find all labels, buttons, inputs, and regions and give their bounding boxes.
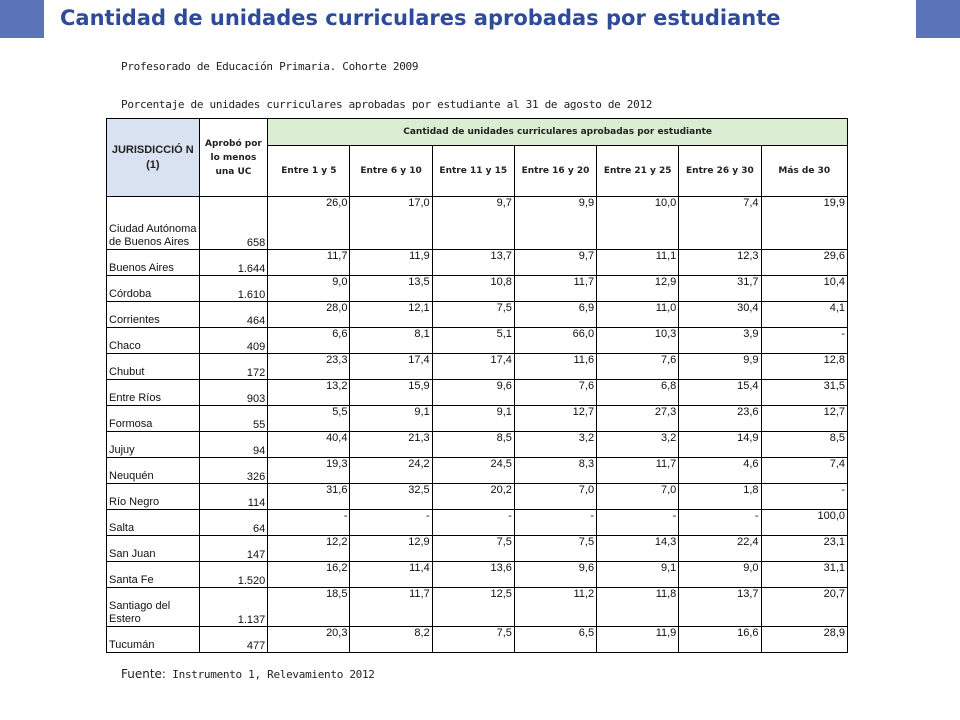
jurisdiction-name: Chaco [107, 328, 200, 354]
percentage-cell: 6,8 [597, 380, 679, 406]
approved-count: 172 [199, 354, 268, 380]
approved-count: 326 [199, 458, 268, 484]
percentage-cell: 7,5 [432, 627, 514, 653]
percentage-cell: 13,6 [432, 562, 514, 588]
percentage-cell: 5,5 [268, 406, 350, 432]
percentage-cell: 8,1 [350, 328, 432, 354]
percentage-cell: 9,9 [679, 354, 761, 380]
subtitle-program: Profesorado de Educación Primaria. Cohorte 2009 [121, 60, 419, 73]
percentage-cell: 9,6 [432, 380, 514, 406]
jurisdiction-name: Río Negro [107, 484, 200, 510]
percentage-cell: 28,0 [268, 302, 350, 328]
percentage-cell: 7,4 [761, 458, 848, 484]
percentage-cell: 13,2 [268, 380, 350, 406]
percentage-cell: 7,5 [432, 302, 514, 328]
header-range-5: Entre 21 y 25 [597, 146, 679, 197]
percentage-cell: 20,3 [268, 627, 350, 653]
percentage-cell: 4,1 [761, 302, 848, 328]
percentage-cell: 24,2 [350, 458, 432, 484]
percentage-cell: 20,7 [761, 588, 848, 627]
percentage-cell: 9,1 [432, 406, 514, 432]
percentage-cell: 11,2 [514, 588, 596, 627]
percentage-cell: 8,5 [761, 432, 848, 458]
percentage-cell: 7,5 [432, 536, 514, 562]
percentage-cell: 12,9 [597, 276, 679, 302]
percentage-cell: 31,6 [268, 484, 350, 510]
percentage-cell: 6,5 [514, 627, 596, 653]
approved-count: 477 [199, 627, 268, 653]
jurisdiction-name: Santiago del Estero [107, 588, 200, 627]
percentage-cell: 26,0 [268, 197, 350, 250]
jurisdiction-name: San Juan [107, 536, 200, 562]
table-row [107, 588, 848, 627]
percentage-cell: 19,3 [268, 458, 350, 484]
percentage-cell: 7,4 [679, 197, 761, 250]
subtitle-description: Porcentaje de unidades curriculares aprobadas por estudiante al 31 de agosto de 2012 [121, 98, 653, 111]
percentage-cell: - [761, 484, 848, 510]
approved-count: 64 [199, 510, 268, 536]
percentage-cell: 31,7 [679, 276, 761, 302]
percentage-cell: 10,0 [597, 197, 679, 250]
percentage-cell: 9,7 [514, 250, 596, 276]
header-range-3: Entre 11 y 15 [432, 146, 514, 197]
percentage-cell: 9,9 [514, 197, 596, 250]
percentage-cell: 21,3 [350, 432, 432, 458]
percentage-cell: 40,4 [268, 432, 350, 458]
page-title: Cantidad de unidades curriculares aprobadas por estudiante [60, 6, 781, 30]
approved-count: 94 [199, 432, 268, 458]
header-range-4: Entre 16 y 20 [514, 146, 596, 197]
approved-count: 1.610 [199, 276, 268, 302]
percentage-cell: 11,7 [597, 458, 679, 484]
percentage-cell: - [514, 510, 596, 536]
percentage-cell: - [597, 510, 679, 536]
header-range-6: Entre 26 y 30 [679, 146, 761, 197]
jurisdiction-name: Tucumán [107, 627, 200, 653]
jurisdiction-name: Jujuy [107, 432, 200, 458]
percentage-cell: 8,2 [350, 627, 432, 653]
percentage-cell: 6,9 [514, 302, 596, 328]
percentage-cell: 7,6 [514, 380, 596, 406]
percentage-cell: 27,3 [597, 406, 679, 432]
percentage-cell: 100,0 [761, 510, 848, 536]
percentage-cell: 11,7 [268, 250, 350, 276]
jurisdiction-name: Formosa [107, 406, 200, 432]
percentage-cell: 13,7 [432, 250, 514, 276]
percentage-cell: 9,0 [679, 562, 761, 588]
approved-count: 658 [199, 197, 268, 250]
percentage-cell: 66,0 [514, 328, 596, 354]
percentage-cell: 11,9 [350, 250, 432, 276]
approved-count: 409 [199, 328, 268, 354]
percentage-cell: 9,0 [268, 276, 350, 302]
jurisdiction-name: Córdoba [107, 276, 200, 302]
percentage-cell: 30,4 [679, 302, 761, 328]
percentage-cell: 12,8 [761, 354, 848, 380]
percentage-cell: 11,1 [597, 250, 679, 276]
percentage-cell: 11,4 [350, 562, 432, 588]
percentage-cell: 11,7 [514, 276, 596, 302]
percentage-cell: 3,2 [514, 432, 596, 458]
percentage-cell: 31,5 [761, 380, 848, 406]
percentage-cell: 9,1 [597, 562, 679, 588]
header-range-7: Más de 30 [761, 146, 848, 197]
percentage-cell: 7,0 [597, 484, 679, 510]
percentage-cell: 5,1 [432, 328, 514, 354]
source-text: Instrumento 1, Relevamiento 2012 [165, 668, 375, 681]
table-row [107, 406, 848, 432]
percentage-cell: 29,6 [761, 250, 848, 276]
percentage-cell: 17,0 [350, 197, 432, 250]
percentage-cell: 6,6 [268, 328, 350, 354]
percentage-cell: 28,9 [761, 627, 848, 653]
jurisdiction-name: Entre Ríos [107, 380, 200, 406]
percentage-cell: 16,2 [268, 562, 350, 588]
table-row [107, 276, 848, 302]
percentage-cell: 3,9 [679, 328, 761, 354]
percentage-cell: 8,3 [514, 458, 596, 484]
percentage-cell: 11,9 [597, 627, 679, 653]
table-row [107, 627, 848, 653]
table-row [107, 432, 848, 458]
header-group: Cantidad de unidades curriculares aprobadas por estudiante [268, 119, 848, 146]
jurisdiction-name: Neuquén [107, 458, 200, 484]
jurisdiction-name: Ciudad Autónoma de Buenos Aires [107, 197, 200, 250]
header-range-2: Entre 6 y 10 [350, 146, 432, 197]
percentage-cell: 10,4 [761, 276, 848, 302]
table-row [107, 328, 848, 354]
percentage-cell: 17,4 [432, 354, 514, 380]
percentage-cell: 12,5 [432, 588, 514, 627]
percentage-cell: 7,0 [514, 484, 596, 510]
percentage-cell: 14,3 [597, 536, 679, 562]
approved-count: 147 [199, 536, 268, 562]
percentage-cell: 13,5 [350, 276, 432, 302]
percentage-cell: 4,6 [679, 458, 761, 484]
percentage-cell: - [350, 510, 432, 536]
approved-count: 1.520 [199, 562, 268, 588]
percentage-cell: 14,9 [679, 432, 761, 458]
percentage-cell: 1,8 [679, 484, 761, 510]
table-row [107, 380, 848, 406]
table-row [107, 197, 848, 250]
percentage-cell: 12,2 [268, 536, 350, 562]
table-row [107, 562, 848, 588]
percentage-cell: 12,7 [761, 406, 848, 432]
approved-count: 903 [199, 380, 268, 406]
percentage-cell: - [432, 510, 514, 536]
percentage-cell: 7,6 [597, 354, 679, 380]
approved-count: 55 [199, 406, 268, 432]
source-note [121, 667, 375, 681]
percentage-cell: 15,9 [350, 380, 432, 406]
percentage-cell: 10,8 [432, 276, 514, 302]
table-row [107, 458, 848, 484]
percentage-cell: 17,4 [350, 354, 432, 380]
percentage-cell: 15,4 [679, 380, 761, 406]
percentage-cell: 19,9 [761, 197, 848, 250]
approved-count: 114 [199, 484, 268, 510]
percentage-cell: 23,3 [268, 354, 350, 380]
percentage-cell: - [268, 510, 350, 536]
jurisdiction-name: Salta [107, 510, 200, 536]
percentage-cell: 31,1 [761, 562, 848, 588]
table-row [107, 354, 848, 380]
jurisdiction-name: Corrientes [107, 302, 200, 328]
header-jurisdiccion: JURISDICCIÓ N (1) [107, 119, 200, 197]
percentage-cell: 24,5 [432, 458, 514, 484]
table-row [107, 250, 848, 276]
percentage-cell: 12,1 [350, 302, 432, 328]
percentage-cell: - [679, 510, 761, 536]
percentage-cell: 11,8 [597, 588, 679, 627]
percentage-cell: 11,7 [350, 588, 432, 627]
jurisdiction-name: Chubut [107, 354, 200, 380]
table-row [107, 510, 848, 536]
percentage-cell: 12,7 [514, 406, 596, 432]
percentage-cell: 9,1 [350, 406, 432, 432]
percentage-cell: 3,2 [597, 432, 679, 458]
table-row [107, 536, 848, 562]
header-aprobo: Aprobó por lo menos una UC [199, 119, 268, 197]
data-table [106, 118, 848, 653]
table-row [107, 484, 848, 510]
percentage-cell: 9,7 [432, 197, 514, 250]
jurisdiction-name: Santa Fe [107, 562, 200, 588]
percentage-cell: 12,3 [679, 250, 761, 276]
percentage-cell: 12,9 [350, 536, 432, 562]
percentage-cell: 7,5 [514, 536, 596, 562]
percentage-cell: 23,1 [761, 536, 848, 562]
percentage-cell: 22,4 [679, 536, 761, 562]
percentage-cell: 23,6 [679, 406, 761, 432]
percentage-cell: - [761, 328, 848, 354]
table-row [107, 302, 848, 328]
source-label: Fuente: [121, 667, 166, 681]
percentage-cell: 10,3 [597, 328, 679, 354]
percentage-cell: 32,5 [350, 484, 432, 510]
percentage-cell: 9,6 [514, 562, 596, 588]
approved-count: 1.644 [199, 250, 268, 276]
percentage-cell: 18,5 [268, 588, 350, 627]
percentage-cell: 11,6 [514, 354, 596, 380]
percentage-cell: 20,2 [432, 484, 514, 510]
percentage-cell: 16,6 [679, 627, 761, 653]
approved-count: 1.137 [199, 588, 268, 627]
approved-count: 464 [199, 302, 268, 328]
percentage-cell: 8,5 [432, 432, 514, 458]
header-range-1: Entre 1 y 5 [268, 146, 350, 197]
jurisdiction-name: Buenos Aires [107, 250, 200, 276]
percentage-cell: 13,7 [679, 588, 761, 627]
percentage-cell: 11,0 [597, 302, 679, 328]
